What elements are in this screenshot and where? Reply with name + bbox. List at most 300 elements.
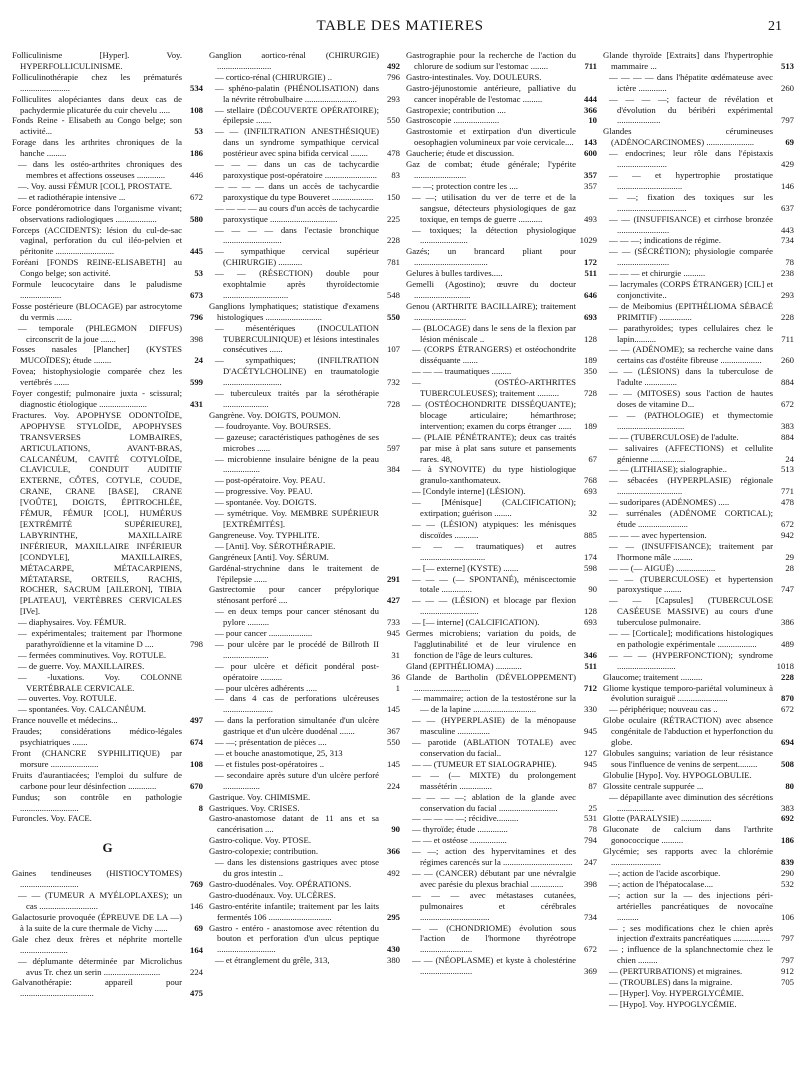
entry-page-number: 108	[189, 104, 203, 115]
index-subentry	[406, 715, 597, 737]
index-entry	[12, 366, 203, 388]
index-entry	[12, 934, 203, 956]
index-subentry	[603, 530, 794, 541]
index-entry	[209, 890, 400, 901]
entry-text: — et radiothérapie intensive ...	[18, 191, 126, 202]
entry-text: Gastro-duodénaux. Voy. ULCÈRES.	[209, 889, 336, 900]
index-subentry	[12, 617, 203, 628]
entry-text: — pour ulcère par le procédé de Billroth II .....................	[215, 638, 379, 660]
entry-text: — —; utilisation du ver de terre et de la sangsue, détecteurs physiologiques de gaz toxique, en temps de guerre ...........	[412, 191, 576, 224]
index-entry	[12, 94, 203, 116]
entry-text: — — — avec métastases cutanées, pulmonaires et cérébrales ................................	[412, 889, 576, 922]
entry-text: — — et ostéose .................	[412, 835, 507, 846]
entry-page-number: 673	[189, 289, 203, 300]
entry-page-number: 24	[194, 355, 203, 366]
entry-page-number: 150	[386, 191, 400, 202]
entry-text: Ganglions lymphatiques; statistique d'examens histologiques ..........................	[209, 300, 379, 322]
entry-page-number: 247	[583, 857, 597, 868]
index-subentry	[603, 192, 794, 214]
entry-page-number: 25	[588, 802, 597, 813]
index-entry	[406, 301, 597, 323]
entry-page-number: 53	[194, 126, 203, 137]
entry-text: — — (INSUFFISANCE); traitement par l'hormone mâle .........	[609, 540, 773, 562]
entry-text: — — (PATHOLOGIE) et thymectomie ...............................	[609, 409, 773, 431]
entry-page-number: 693	[583, 311, 597, 322]
entry-text: Gastrostomie et extirpation d'un diverticule oesophagien volumineux par voie cervicale....	[406, 126, 576, 148]
entry-text: Gastrographie pour la recherche de l'action du chlorure de sodium sur l'estomac ........	[406, 50, 576, 71]
entry-page-number: 346	[583, 649, 597, 660]
entry-page-number: 224	[386, 780, 400, 791]
entry-page-number: 1	[395, 682, 400, 693]
entry-text: — sphéno-palatin (PHÉNOLISATION) dans la névrite rétrobulbaire ........................	[215, 82, 379, 104]
index-entry	[12, 715, 203, 726]
entry-page-number: 260	[780, 355, 794, 366]
index-subentry	[603, 923, 794, 945]
entry-page-number: 383	[780, 802, 794, 813]
index-entry	[406, 148, 597, 159]
entry-text: — de Meibomius (EPITHÉLIOMA SÉBACÉ PRIMITIF) ...............	[609, 300, 773, 322]
index-subentry	[209, 159, 400, 181]
entry-text: — — — — dans l'ectasie bronchique ...........................	[215, 224, 379, 246]
index-column-4	[603, 50, 794, 1074]
entry-text: Folliculinothérapie chez les prématurés .......................	[12, 71, 182, 93]
index-subentry	[603, 148, 794, 170]
index-subentry	[603, 94, 794, 127]
index-entry	[603, 770, 794, 781]
entry-page-number: 8	[198, 802, 203, 813]
entry-page-number: 369	[583, 966, 597, 977]
entry-text: Gliome kystique temporo-pariétal volumineux à évolution suraiguë .......................	[603, 682, 773, 704]
entry-text: — temporale (PHLEGMON DIFFUS) circonscrit de la joue .......	[18, 322, 182, 344]
index-subentry	[209, 683, 400, 694]
entry-page-number: 797	[780, 115, 794, 126]
entry-page-number: 511	[584, 660, 597, 671]
entry-text: Gastro - entéro - anastomose avec rétention du bouton et perforation d'un ulcus peptique ...........................	[209, 922, 379, 955]
entry-text: —. Voy. aussi FÉMUR [COL], PROSTATE.	[18, 180, 173, 191]
entry-page-number: 107	[386, 344, 400, 355]
entry-text: — diaphysaires. Voy. FÉMUR.	[18, 617, 127, 628]
index-subentry	[406, 366, 597, 377]
entry-page-number: 350	[583, 366, 597, 377]
index-entry	[12, 301, 203, 323]
entry-text: Glossite centrale suppurée ...	[603, 780, 704, 791]
index-entry	[12, 137, 203, 159]
entry-page-number: 32	[588, 508, 597, 519]
index-subentry	[209, 432, 400, 454]
index-entry	[12, 410, 203, 617]
index-subentry	[209, 497, 400, 508]
entry-page-number: 580	[189, 213, 203, 224]
index-subentry	[603, 868, 794, 879]
page-number: 21	[768, 19, 782, 34]
index-subentry	[209, 770, 400, 792]
entry-page-number: 69	[194, 922, 203, 933]
entry-text: — à SYNOVITE) du type histiologique granulo-xanthomateux.	[412, 464, 576, 486]
entry-text: Fractures. Voy. APOPHYSE ODONTOÏDE, APOPHYSE STYLOÏDE, APOPHYSES TRANSVERSES LOMBAIRES, ARTICULATIONS, AVANT-BRAS, CALCANÉUM, CAVITÉ COTYLOÏDE, CLAVICULE, CONDUIT AUDITIF EXTERNE, CÔTES, COTYLE, COUDE, CRANE, CRANE [BASE], CRANE [VOÛTE], DOIGTS, ÉPITROCHLÉE, FÉMUR, FÉMUR [COL], HUMÉRUS [EXTRÉMITÉ SUPÉRIEURE], LABYRINTHE, MAXILLAIRE INFÉRIEUR, MAXILLAIRE INFÉRIEUR [CONDYLE], MAXILLAIRES, MÉTACARPE, MÉTACARPIENS, MÉTATARSE, ORTEILS, RACHIS, ROCHER, SACRUM [AILERON], TIBIA [PLATEAU], VERTÈBRES CERVICALES [IVe].	[12, 409, 182, 617]
index-subentry	[406, 541, 597, 563]
entry-text: Gale chez deux frères et néphrite mortelle ......................	[12, 933, 182, 955]
entry-text: Folliculites alopéciantes dans deux cas de pachydermie plicaturée du cuir chevelu .....	[12, 93, 182, 115]
index-subentry	[209, 355, 400, 388]
index-subentry	[406, 923, 597, 956]
index-column-2	[209, 50, 400, 1074]
entry-text: — — — et chirurgie ..........	[609, 268, 706, 279]
entry-text: Gastro-colique. Voy. PTOSE.	[209, 835, 311, 846]
entry-text: Glotte (PARALYSIE) ..............	[603, 813, 712, 824]
entry-page-number: 224	[189, 966, 203, 977]
entry-text: Furoncles. Voy. FACE.	[12, 813, 92, 824]
entry-page-number: 513	[780, 464, 794, 475]
index-subentry	[209, 693, 400, 715]
entry-text: — [Hypo]. Voy. HYPOGLYCÉMIE.	[609, 998, 737, 1009]
entry-text: — (CORPS ÉTRANGERS) et ostéochondrite disséquante .......	[412, 344, 576, 366]
index-column-3	[406, 50, 597, 1074]
index-columns	[12, 50, 794, 1074]
entry-page-number: 712	[583, 682, 597, 693]
entry-page-number: 225	[386, 213, 400, 224]
entry-page-number: 290	[780, 867, 794, 878]
index-subentry	[209, 737, 400, 748]
entry-page-number: 143	[583, 137, 597, 148]
index-subentry	[603, 301, 794, 323]
index-entry	[12, 279, 203, 301]
entry-text: — et bouche anastomotique, 25, 313	[215, 748, 343, 758]
entry-text: — [Ménisque] (CALCIFICATION); extirpation; guérison ........	[412, 497, 576, 519]
index-entry	[209, 50, 400, 72]
entry-page-number: 884	[780, 377, 794, 388]
entry-page-number: 164	[189, 944, 203, 955]
entry-text: Folliculinisme [Hyper]. Voy. HYPERFOLLICULINISME.	[12, 50, 182, 71]
entry-page-number: 36	[391, 671, 400, 682]
entry-page-number: 145	[386, 704, 400, 715]
entry-text: — — (CHONDRIOME) évolution sous l'action de l'hormone thyréotrope ........................	[412, 922, 576, 955]
entry-text: —; action sur la — des injections péri-artérielles pancréatiques de novocaïne ..........	[609, 889, 773, 922]
entry-page-number: 598	[583, 562, 597, 573]
entry-text: — — (LÉSION) atypiques: les ménisques discoïdes ...........	[412, 518, 576, 540]
index-entry	[406, 105, 597, 116]
entry-page-number: 694	[780, 737, 794, 748]
entry-text: — —; protection contre les ....	[412, 180, 518, 191]
index-entry	[406, 115, 597, 126]
entry-text: — sympathique cervical supérieur (CHIRURGIE) ...........	[215, 246, 379, 268]
entry-page-number: 692	[780, 813, 794, 824]
entry-page-number: 357	[583, 180, 597, 191]
entry-text: Gangreneuse. Voy. TYPHLITE.	[209, 529, 320, 540]
entry-page-number: 10	[588, 115, 597, 126]
entry-text: Glycémie; ses rapports avec la chlorémie .......................	[603, 846, 773, 868]
entry-page-number: 672	[189, 191, 203, 202]
entry-page-number: 794	[583, 835, 597, 846]
entry-text: — — — (— SPONTANÉ), méniscectomie totale ..............	[412, 573, 576, 595]
entry-page-number: 493	[583, 213, 597, 224]
index-subentry	[406, 225, 597, 247]
entry-text: Gastro-jéjunostomie antérieure, palliative du cancer inopérable de l'estomac .........	[406, 82, 576, 104]
entry-page-number: 945	[583, 758, 597, 769]
entry-text: — sympathiques; (INFILTRATION D'ACÉTYLCHOLINE) en traumatologie ...........................	[215, 355, 379, 388]
index-entry	[12, 257, 203, 279]
entry-page-number: 146	[189, 901, 203, 912]
entry-text: Fraudes; considérations médico-légales psychiatriques .......	[12, 726, 182, 748]
entry-text: — et fistules post-opératoires ..	[215, 758, 325, 769]
entry-page-number: 548	[386, 289, 400, 300]
entry-text: — endocrines; leur rôle dans l'épistaxis .......................	[609, 148, 773, 170]
entry-text: — — et hypertrophie prostatique ..............................	[609, 169, 773, 191]
entry-page-number: 492	[386, 867, 400, 878]
index-subentry	[209, 508, 400, 530]
index-subentry	[603, 966, 794, 977]
entry-page-number: 942	[780, 529, 794, 540]
entry-text: Gastrique. Voy. CHIMISME.	[209, 791, 311, 802]
index-subentry	[406, 595, 597, 617]
entry-text: Gelures à bulles tardives.....	[406, 268, 503, 279]
index-subentry	[209, 225, 400, 247]
entry-page-number: 291	[386, 573, 400, 584]
index-entry	[12, 203, 203, 225]
index-subentry	[12, 956, 203, 978]
entry-page-number: 174	[583, 551, 597, 562]
entry-page-number: 600	[583, 148, 597, 159]
entry-text: Front (CHANCRE SYPHILITIQUE) par morsure ......................	[12, 748, 182, 769]
entry-text: — — — traumatiques) et autres ..............................	[412, 540, 576, 562]
entry-page-number: 532	[780, 878, 794, 889]
index-entry	[12, 770, 203, 792]
index-subentry	[603, 214, 794, 236]
index-subentry	[209, 246, 400, 268]
index-entry	[12, 748, 203, 770]
index-subentry	[209, 181, 400, 203]
entry-page-number: 293	[780, 289, 794, 300]
entry-page-number: 386	[780, 617, 794, 628]
entry-page-number: 945	[386, 628, 400, 639]
index-subentry	[209, 955, 400, 966]
entry-page-number: 885	[583, 529, 597, 540]
entry-page-number: 330	[583, 704, 597, 715]
index-subentry	[603, 464, 794, 475]
entry-text: — déplumante déterminée par Microlichus avus Tr. chez un serin ..........................	[18, 955, 182, 977]
entry-text: — spontanées. Voy. CALCANÉUM.	[18, 704, 146, 715]
index-entry	[406, 83, 597, 105]
entry-page-number: 733	[386, 617, 400, 628]
entry-text: Ganglion aortico-rénal (CHIRURGIE) .........................	[209, 50, 379, 71]
entry-text: — (PLAIE PÉNÉTRANTE); deux cas traités par mise à plat sans suture et pansements rares. 48,	[412, 431, 576, 464]
index-entry	[603, 781, 794, 792]
index-entry	[406, 268, 597, 279]
entry-page-number: 705	[780, 977, 794, 988]
entry-page-number: 475	[189, 988, 203, 999]
entry-page-number: 768	[583, 475, 597, 486]
index-subentry	[406, 192, 597, 225]
entry-text: Forage dans les arthrites chroniques de la hanche .........	[12, 137, 182, 159]
entry-page-number: 796	[386, 71, 400, 82]
entry-page-number: 531	[583, 813, 597, 824]
entry-page-number: 945	[583, 726, 597, 737]
entry-page-number: 53	[194, 268, 203, 279]
entry-page-number: 798	[189, 638, 203, 649]
entry-text: — expérimentales; traitement par l'hormone parathyroïdienne et la vitamine D ....	[18, 628, 182, 649]
entry-page-number: 87	[588, 780, 597, 791]
index-subentry	[12, 181, 203, 192]
entry-text: — ; influence de la splanchnectomie chez le chien .........	[609, 944, 773, 966]
entry-text: Gastrectomie pour cancer prépylorique sténosant perforé ....	[209, 584, 379, 606]
index-subentry	[12, 661, 203, 672]
entry-page-number: 672	[583, 944, 597, 955]
entry-page-number: 293	[386, 93, 400, 104]
entry-text: — ; ses modifications chez le chien après injection d'extraits pancréatiques .................	[609, 922, 773, 944]
entry-page-number: 29	[785, 551, 794, 562]
entry-page-number: 366	[583, 104, 597, 115]
index-subentry	[603, 72, 794, 94]
entry-text: Gaines tendineuses (HISTIOCYTOMES) ...........................	[12, 868, 182, 890]
index-subentry	[603, 279, 794, 301]
entry-page-number: 693	[583, 617, 597, 628]
entry-text: Fosses nasales [Plancher] (KYSTES MUCOÏDES); étude ........	[12, 344, 182, 366]
entry-text: Glande de Bartholin (DÉVELOPPEMENT) ..........................	[406, 671, 576, 693]
entry-text: — secondaire après suture d'un ulcère perforé .................	[215, 769, 379, 791]
entry-text: Gangréneux [Anti]. Voy. SÉRUM.	[209, 551, 329, 562]
index-entry	[406, 246, 597, 268]
index-subentry	[603, 235, 794, 246]
entry-page-number: 839	[780, 857, 794, 868]
index-entry	[603, 715, 794, 748]
entry-text: — — — —; facteur de révélation et d'évolution du béribéri expérimental ....................	[609, 93, 773, 126]
entry-page-number: 78	[785, 257, 794, 268]
entry-page-number: 69	[785, 137, 794, 148]
entry-page-number: 637	[780, 202, 794, 213]
index-subentry	[12, 628, 203, 650]
entry-text: — (OSTÉO-ARTHRITES TUBERCULEUSES); traitement ..........	[412, 377, 576, 399]
entry-text: — dans la perforation simultanée d'un ulcère gastrique et d'un ulcère duodénal .......	[215, 715, 379, 737]
entry-text: Gastro-entérite infantile; traitement par les laits fermentés 106 .............................	[209, 900, 379, 922]
index-entry	[12, 977, 203, 999]
entry-page-number: 732	[386, 377, 400, 388]
entry-page-number: 478	[386, 148, 400, 159]
entry-text: — — (CANCER) débutant par une névralgie avec parésie du plexus brachial ...............	[412, 867, 576, 889]
index-subentry	[406, 464, 597, 486]
entry-page-number: 550	[386, 115, 400, 126]
index-subentry	[603, 988, 794, 999]
entry-text: — (OSTÉOCHONDRITE DISSÉQUANTE); blocage articulaire; hémarthrose; intervention; examen du corps étranger ......	[412, 399, 576, 431]
index-entry	[12, 912, 203, 934]
index-entry	[603, 126, 794, 148]
entry-text: — — (LÉSIONS) dans la tuberculose de l'adulte ...............	[609, 366, 773, 388]
entry-page-number: 431	[189, 399, 203, 409]
running-title: TABLE DES MATIERES	[316, 18, 484, 34]
entry-text: Gland (EPITHÉLIOMA) ............	[406, 660, 522, 671]
index-subentry	[406, 693, 597, 715]
entry-page-number: 80	[785, 780, 794, 791]
entry-page-number: 508	[780, 758, 794, 769]
entry-text: — tuberculeux traités par la sérothérapie .....................	[215, 388, 379, 409]
entry-text: — — (TUMEUR A MYÉLOPLAXES); un cas ...........................	[18, 890, 182, 912]
index-subentry	[603, 432, 794, 443]
index-entry	[12, 344, 203, 366]
entry-page-number: 445	[189, 246, 203, 257]
index-subentry	[209, 661, 400, 683]
index-entry	[209, 792, 400, 803]
entry-page-number: 90	[588, 584, 597, 595]
entry-text: — — (TUMEUR ET SIALOGRAPHIE).	[412, 758, 557, 769]
entry-page-number: 186	[189, 148, 203, 159]
index-entry	[406, 159, 597, 181]
entry-page-number: 128	[583, 333, 597, 344]
entry-page-number: 747	[780, 584, 794, 595]
entry-page-number: 711	[584, 60, 597, 71]
index-subentry	[603, 541, 794, 563]
entry-text: — surrénales (ADÉNOME CORTICAL); étude .......................	[609, 508, 773, 529]
index-column-1	[12, 50, 203, 1074]
entry-text: — — (INSUFFISANCE) et cirrhose bronzée ........................	[609, 213, 773, 235]
index-subentry	[603, 999, 794, 1010]
index-entry	[209, 879, 400, 890]
entry-page-number: 884	[780, 431, 794, 442]
entry-text: Gardénal-strychnine dans le traitement de l'épilepsie ......	[209, 562, 379, 584]
entry-page-number: 646	[583, 289, 597, 300]
entry-text: Fovea; histophysiologie comparée chez les vertébrés .......	[12, 366, 182, 388]
entry-text: — pour ulcères adhérents .....	[215, 682, 318, 693]
index-subentry	[209, 105, 400, 127]
index-subentry	[406, 770, 597, 792]
entry-page-number: 550	[386, 311, 400, 322]
index-entry	[603, 683, 794, 705]
index-entry	[12, 726, 203, 748]
entry-page-number: 734	[583, 911, 597, 922]
entry-page-number: 769	[189, 879, 203, 890]
entry-text: — — (SÉCRÉTION); physiologie comparée ........................	[609, 246, 773, 268]
index-subentry	[406, 846, 597, 868]
entry-page-number: 796	[189, 311, 203, 322]
entry-text: — stellaire (DÉCOUVERTE OPÉRATOIRE); épilepsie .......	[215, 104, 379, 126]
index-subentry	[209, 454, 400, 476]
entry-text: — (PERTURBATIONS) et migraines.	[609, 966, 743, 977]
entry-text: Galvanothérapie: appareil pour ..................................	[12, 977, 182, 999]
entry-text: — lacrymales (CORPS ÉTRANGER) [CIL] et conjonctivite..	[609, 279, 773, 300]
entry-page-number: 693	[583, 486, 597, 497]
index-subentry	[406, 835, 597, 846]
entry-page-number: 67	[588, 453, 597, 464]
index-subentry	[603, 595, 794, 628]
index-subentry	[603, 977, 794, 988]
index-subentry	[603, 574, 794, 596]
entry-text: — — (— MIXTE) du prolongement massétérin ...............	[412, 769, 576, 791]
entry-text: Globe oculaire (RÉTRACTION) avec absence congénitale de l'abduction et hyperfonction du globe.	[603, 715, 773, 748]
entry-page-number: 534	[189, 82, 203, 93]
entry-text: — salivaires (AFFECTIONS) et cellulite génienne ................	[609, 442, 773, 464]
index-subentry	[209, 72, 400, 83]
entry-page-number: 734	[780, 235, 794, 246]
index-subentry	[406, 890, 597, 923]
entry-text: Fundus; son contrôle en pathologie ...........................	[12, 791, 182, 813]
entry-text: — ouvertes. Voy. ROTULE.	[18, 693, 117, 704]
entry-text: — — — —; ablation de la glande avec conservation du facial ...........................	[412, 791, 576, 813]
entry-page-number: 228	[780, 671, 794, 682]
entry-page-number: 128	[583, 606, 597, 617]
entry-text: — (BLOCAGE) dans le sens de la flexion par lésion méniscale ..	[412, 322, 576, 344]
entry-text: — — —; indications de régime.	[609, 235, 721, 246]
entry-text: — — (INFILTRATION ANESTHÉSIQUE) dans un syndrome sympathique cervical postérieur avec spina bifida cervical ........	[215, 126, 379, 159]
entry-text: — — (TUBERCULOSE) de l'adulte.	[609, 431, 739, 442]
entry-text: — [Condyle interne] (LÉSION).	[412, 486, 526, 497]
index-subentry	[603, 704, 794, 715]
section-letter: G	[102, 840, 113, 856]
index-entry	[406, 628, 597, 661]
index-subentry	[209, 323, 400, 356]
entry-text: — -luxations. Voy. COLONNE VERTÉBRALE CERVICALE.	[18, 671, 182, 693]
index-entry	[209, 584, 400, 606]
index-entry	[209, 813, 400, 835]
entry-text: — sudoripares (ADÉNOMES) .....	[609, 497, 730, 508]
index-subentry	[603, 792, 794, 814]
entry-text: — [Hyper]. Voy. HYPERGLYCÉMIE.	[609, 987, 744, 998]
